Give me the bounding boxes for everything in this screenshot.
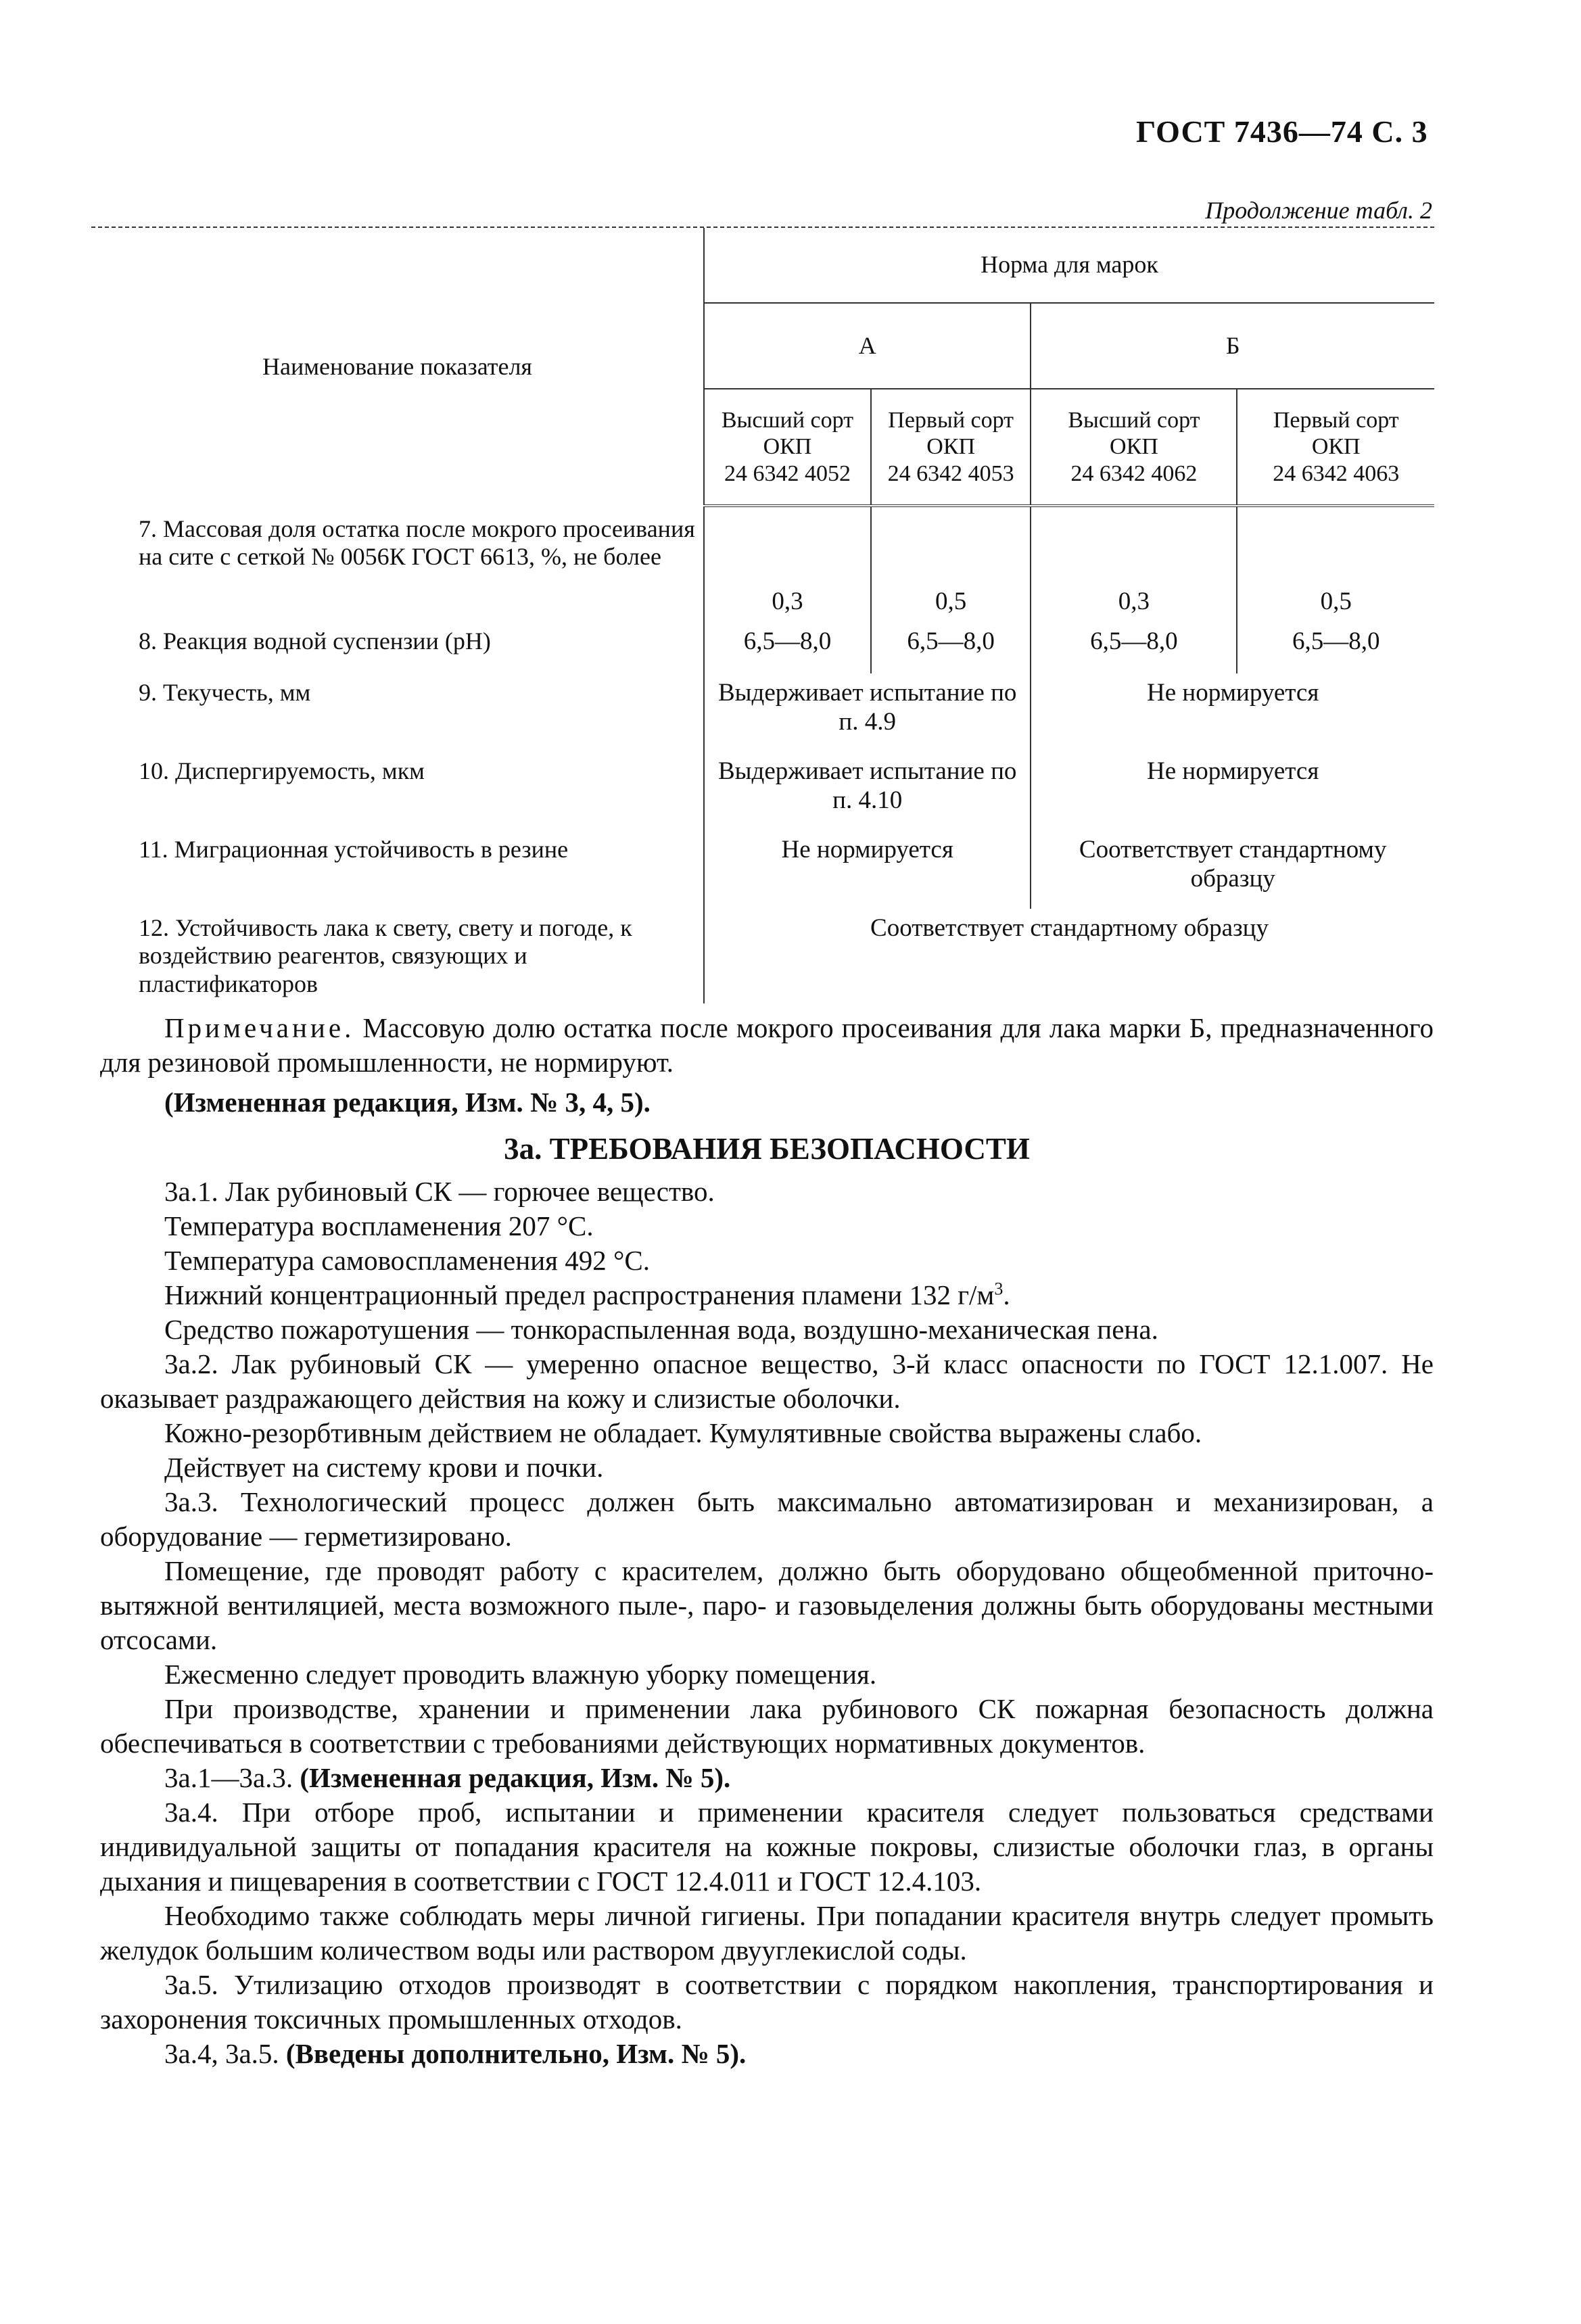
paragraph: 3а.3. Технологический процесс должен быть максимально автоматизирован и механизирован, а оборудование — герметизировано. (100, 1486, 1434, 1552)
header-norm: Норма для марок (704, 228, 1434, 303)
header-indicator-name: Наименование показателя (91, 228, 704, 506)
paragraph: Температура самовоспламенения 492 °С. (164, 1245, 650, 1276)
table-note (100, 1011, 1434, 1080)
table-row (91, 752, 1434, 830)
paragraph: Температура воспламенения 207 °С. (164, 1210, 594, 1241)
paragraph-end: . (1003, 1279, 1010, 1310)
paragraph: Помещение, где проводят работу с красителем, должно быть оборудовано общеобменной приточно-вытяжной вентиляцией, места возможного пыле-, паро- и газовыделения должны быть оборудованы местными отсосами. (100, 1555, 1434, 1655)
row-value: 0,5 (1320, 588, 1352, 616)
sort-okp-label: ОКП (1311, 434, 1361, 460)
body-text (100, 1011, 1434, 2071)
paragraph: Ежесменно следует проводить влажную уборку помещения. (164, 1659, 877, 1690)
header-sort-4 (1237, 389, 1434, 506)
header-sort-3 (1031, 389, 1237, 506)
sort-code: 24 6342 4053 (887, 460, 1014, 486)
note-text: Массовую долю остатка после мокрого просеивания для лака марки Б, предназначенного для резиновой промышленности, не нормируют. (100, 1012, 1434, 1078)
paragraph: 3а.4. При отборе проб, испытании и применении красителя следует пользоваться средствами индивидуальной защиты от попадания красителя на кожные покровы, слизистые оболочки глаз, в органы дыхания и пищеварения в соответствии с ГОСТ 12.4.011 и ГОСТ 12.4.103. (100, 1797, 1434, 1897)
row-name: 10. Диспергируемость, мкм (91, 752, 704, 830)
sort-code: 24 6342 4063 (1273, 460, 1400, 486)
row-value-mark-b: Не нормируется (1147, 679, 1319, 707)
sort-okp-label: ОКП (1110, 434, 1158, 460)
row-value: 0,3 (704, 506, 871, 622)
paragraph-bold: (Измененная редакция, Изм. № 5). (300, 1762, 731, 1793)
row-value-mark-b: Не нормируется (1147, 757, 1319, 785)
paragraph: Необходимо также соблюдать меры личной гигиены. При попадании красителя внутрь следует промыть желудок большим количеством воды или раствором двууглекислой соды. (100, 1900, 1434, 1966)
row-name: 11. Миграционная устойчивость в резине (91, 830, 704, 909)
norm-table (91, 227, 1434, 1003)
sort-okp-label: ОКП (763, 434, 812, 460)
row-name: 9. Текучесть, мм (91, 673, 704, 752)
table-row (91, 830, 1434, 909)
paragraph (100, 1278, 1434, 1312)
paragraph: 3а.2. Лак рубиновый СК — умеренно опасное вещество, 3-й класс опасности по ГОСТ 12.1.007. Не оказывает раздражающего действия на кожу и слизистые оболочки. (100, 1348, 1434, 1414)
paragraph: 3а.5. Утилизацию отходов производят в соответствии с порядком накопления, транспортирования и захоронения токсичных промышленных отходов. (100, 1969, 1434, 2035)
superscript: 3 (994, 1279, 1004, 1299)
row-value: 0,3 (1031, 506, 1237, 622)
row-name: 12. Устойчивость лака к свету, свету и погоде, к воздействию реагентов, связующих и пластификаторов (91, 909, 704, 1003)
header-mark-b: Б (1031, 303, 1434, 389)
row-value: 6,5—8,0 (871, 622, 1031, 673)
section-title: 3а. ТРЕБОВАНИЯ БЕЗОПАСНОСТИ (504, 1132, 1030, 1166)
paragraph: 3а.1. Лак рубиновый СК — горючее вещество. (164, 1176, 715, 1207)
row-value: 6,5—8,0 (1292, 627, 1380, 655)
row-value: 0,5 (871, 506, 1031, 622)
sort-code: 24 6342 4052 (724, 460, 851, 486)
table-row (91, 673, 1434, 752)
table-row (91, 909, 1434, 1003)
paragraph: При производстве, хранении и применении лака рубинового СК пожарная безопасность должна обеспечиваться в соответствии с требованиями действующих нормативных документов. (100, 1693, 1434, 1759)
row-value-mark-a: Выдерживает испытание по п. 4.9 (704, 673, 1031, 752)
row-value-all: Соответствует стандартному образцу (870, 914, 1269, 942)
row-name: 8. Реакция водной суспензии (рН) (91, 622, 704, 673)
table-row (91, 506, 1434, 622)
sort-grade: Первый сорт (888, 408, 1014, 433)
edition-note: (Измененная редакция, Изм. № 3, 4, 5). (164, 1087, 651, 1118)
paragraph-bold: (Введены дополнительно, Изм. № 5). (285, 2038, 747, 2069)
table-caption: Продолжение табл. 2 (1205, 197, 1432, 224)
row-value: 6,5—8,0 (1031, 622, 1237, 673)
paragraph-prefix: 3а.4, 3а.5. (164, 2038, 279, 2069)
note-label: Примечание. (164, 1012, 355, 1043)
header-sort-2 (871, 389, 1031, 506)
row-value: 6,5—8,0 (704, 622, 871, 673)
table-row (91, 622, 1434, 673)
sort-grade: Первый сорт (1273, 408, 1399, 433)
paragraph (100, 1761, 1434, 1795)
paragraph: Кожно-резорбтивным действием не обладает. Кумулятивные свойства выражены слабо. (164, 1417, 1202, 1448)
header-sort-1 (704, 389, 871, 506)
row-name: 7. Массовая доля остатка после мокрого просеивания на сите с сеткой № 0056К ГОСТ 6613, %, не более (91, 506, 704, 622)
row-value-mark-b: Соответствует стандартному образцу (1079, 836, 1387, 893)
row-value-mark-a: Выдерживает испытание по п. 4.10 (704, 752, 1031, 830)
paragraph-text: Нижний концентрационный предел распространения пламени 132 г/м (164, 1279, 995, 1310)
sort-code: 24 6342 4062 (1070, 460, 1198, 486)
paragraph: Действует на систему крови и почки. (164, 1452, 604, 1483)
sort-grade: Высший сорт (721, 408, 854, 433)
norm-table-grid (91, 228, 1434, 1003)
paragraph (100, 2037, 1434, 2071)
row-value-mark-a: Не нормируется (704, 830, 1031, 909)
header-mark-a: А (704, 303, 1031, 389)
paragraph: Средство пожаротушения — тонкораспыленная вода, воздушно-механическая пена. (164, 1314, 1158, 1345)
paragraph-prefix: 3а.1—3а.3. (164, 1762, 293, 1793)
sort-grade: Высший сорт (1068, 408, 1200, 433)
sort-okp-label: ОКП (926, 434, 976, 460)
page-header: ГОСТ 7436—74 С. 3 (1136, 114, 1428, 149)
